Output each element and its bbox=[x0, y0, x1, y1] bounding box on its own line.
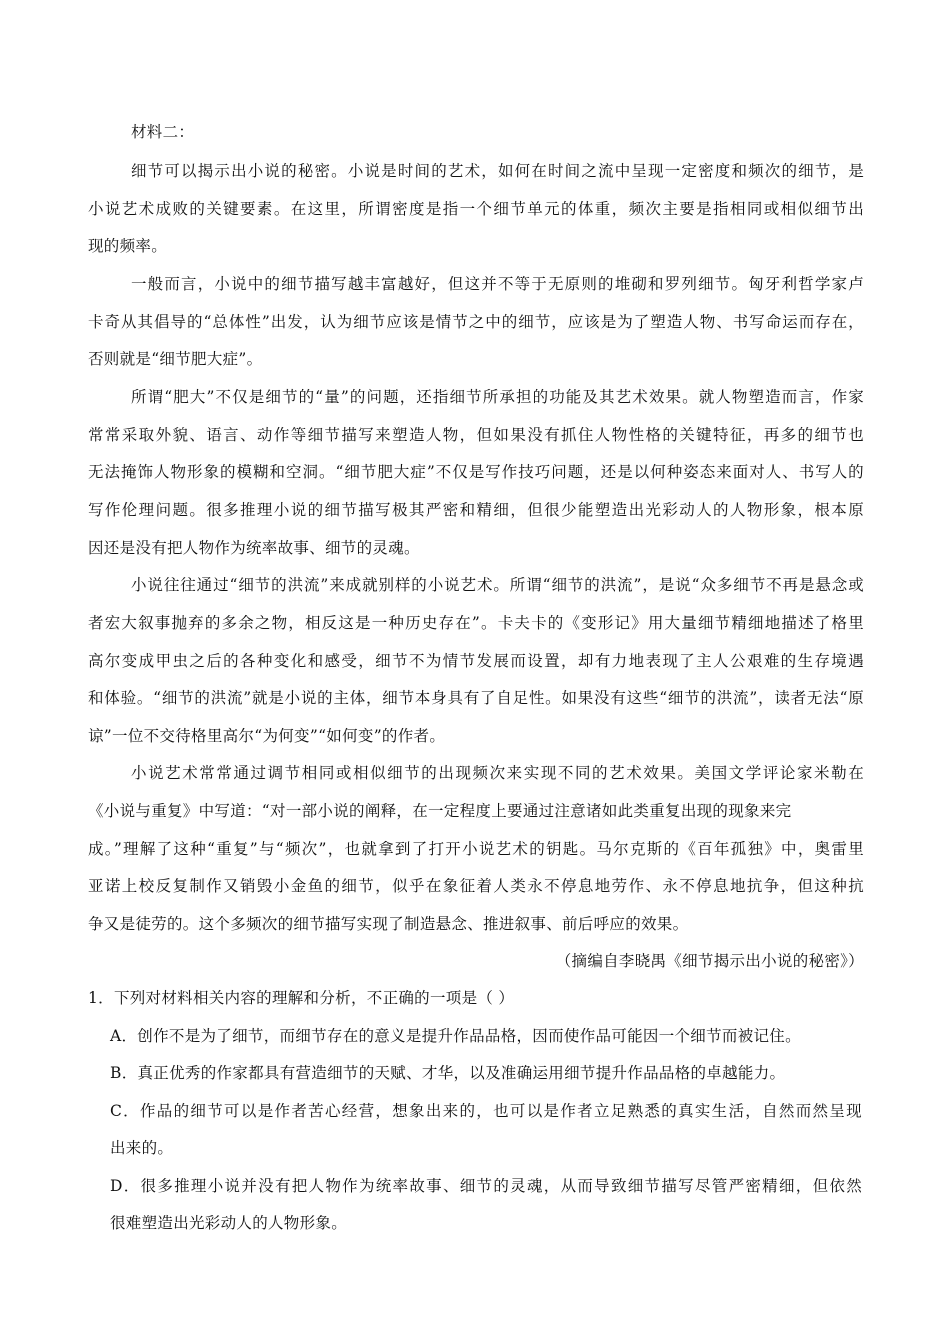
option-d-line-2: 很难塑造出光彩动人的人物形象。 bbox=[110, 1214, 348, 1232]
paragraph-3-line-5: 因还是没有把人物作为统率故事、细节的灵魂。 bbox=[88, 539, 420, 557]
paragraph-3-line-2: 常常采取外貌、语言、动作等细节描写来塑造人物，但如果没有抓住人物性格的关键特征，再多的细节也 bbox=[88, 426, 864, 444]
paragraph-5-line-3: 成。”理解了这种“重复”与“频次”，也就拿到了打开小说艺术的钥匙。马尔克斯的《百年孤独》中，奥雷里 bbox=[88, 840, 864, 858]
option-b: B．真正优秀的作家都具有营造细节的天赋、才华，以及准确运用细节提升作品品格的卓越能力。 bbox=[110, 1064, 786, 1082]
paragraph-5-line-4: 亚诺上校反复制作又销毁小金鱼的细节，似乎在象征着人类永不停息地劳作、永不停息地抗争，但这种抗 bbox=[88, 877, 864, 895]
paragraph-5-line-1: 小说艺术常常通过调节相同或相似细节的出现频次来实现不同的艺术效果。美国文学评论家米勒在 bbox=[131, 764, 864, 782]
paragraph-2-line-2: 卡奇从其倡导的“总体性”出发，认为细节应该是情节之中的细节，应该是为了塑造人物、书写命运而存在， bbox=[88, 313, 864, 331]
paragraph-5-line-2: 《小说与重复》中写道：“对一部小说的阐释，在一定程度上要通过注意诸如此类重复出现的现象来完 bbox=[88, 802, 792, 820]
source-attribution: （摘编自李晓禺《细节揭示出小说的秘密》） bbox=[555, 952, 864, 970]
paragraph-3-line-4: 写作伦理问题。很多推理小说的细节描写极其严密和精细，但很少能塑造出光彩动人的人物形象，根本原 bbox=[88, 501, 864, 519]
paragraph-4-line-3: 高尔变成甲虫之后的各种变化和感受，细节不为情节发展而设置，却有力地表现了主人公艰难的生存境遇 bbox=[88, 652, 864, 670]
option-c-line-1: C．作品的细节可以是作者苦心经营，想象出来的，也可以是作者立足熟悉的真实生活，自然而然呈现 bbox=[110, 1102, 862, 1120]
paragraph-3-line-3: 无法掩饰人物形象的模糊和空洞。“细节肥大症”不仅是写作技巧问题，还是以何种姿态来面对人、书写人的 bbox=[88, 463, 864, 481]
section-heading: 材料二： bbox=[131, 123, 195, 141]
paragraph-4-line-2: 者宏大叙事抛弃的多余之物，相反这是一种历史存在”。卡夫卡的《变形记》用大量细节精细地描述了格里 bbox=[88, 614, 864, 632]
question-stem: 1．下列对材料相关内容的理解和分析，不正确的一项是（ ） bbox=[88, 989, 515, 1007]
paragraph-4-line-1: 小说往往通过“细节的洪流”来成就别样的小说艺术。所谓“细节的洪流”，是说“众多细节不再是悬念或 bbox=[131, 576, 864, 594]
paragraph-3-line-1: 所谓“肥大”不仅是细节的“量”的问题，还指细节所承担的功能及其艺术效果。就人物塑造而言，作家 bbox=[131, 388, 864, 406]
paragraph-1-line-2: 小说艺术成败的关键要素。在这里，所谓密度是指一个细节单元的体重，频次主要是指相同或相似细节出 bbox=[88, 200, 864, 218]
option-a: A．创作不是为了细节，而细节存在的意义是提升作品品格，因而使作品可能因一个细节而被记住。 bbox=[110, 1027, 801, 1045]
paragraph-2-line-1: 一般而言，小说中的细节描写越丰富越好，但这并不等于无原则的堆砌和罗列细节。匈牙利哲学家卢 bbox=[131, 275, 864, 293]
option-c-line-2: 出来的。 bbox=[110, 1139, 174, 1157]
paragraph-4-line-4: 和体验。“细节的洪流”就是小说的主体，细节本身具有了自足性。如果没有这些“细节的洪流”，读者无法“原 bbox=[88, 689, 864, 707]
paragraph-1-line-3: 现的频率。 bbox=[88, 237, 168, 255]
paragraph-1-line-1: 细节可以揭示出小说的秘密。小说是时间的艺术，如何在时间之流中呈现一定密度和频次的细节，是 bbox=[131, 162, 864, 180]
paragraph-5-line-5: 争又是徒劳的。这个多频次的细节描写实现了制造悬念、推进叙事、前后呼应的效果。 bbox=[88, 915, 689, 933]
paragraph-4-line-5: 谅”一位不交待格里高尔“为何变”“如何变”的作者。 bbox=[88, 727, 446, 745]
paragraph-2-line-3: 否则就是“细节肥大症”。 bbox=[88, 350, 263, 368]
option-d-line-1: D．很多推理小说并没有把人物作为统率故事、细节的灵魂，从而导致细节描写尽管严密精细，但依然 bbox=[110, 1177, 862, 1195]
